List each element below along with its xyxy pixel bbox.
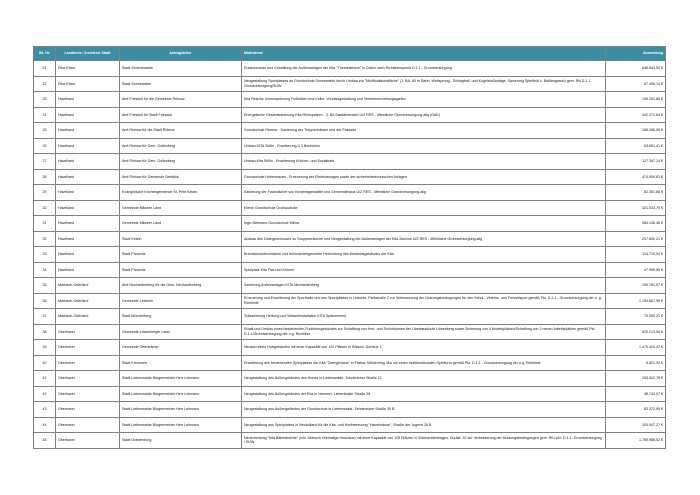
row-antragsteller: Stadt Premnitz bbox=[120, 262, 242, 278]
row-zuwendung: 103.947,27 € bbox=[606, 417, 666, 433]
header-kreis: Landkreis / kreisfreie Stadt bbox=[56, 47, 120, 61]
row-kreis: Märkisch-Oderland bbox=[56, 293, 120, 309]
row-kreis: Havelland bbox=[56, 169, 120, 185]
table-row bbox=[34, 200, 666, 216]
table-header bbox=[34, 47, 666, 61]
row-nr: 21 bbox=[34, 61, 56, 77]
row-kreis: Havelland bbox=[56, 231, 120, 247]
row-zuwendung: 47.999,99 € bbox=[606, 262, 666, 278]
table-row bbox=[34, 324, 666, 340]
header-antragsteller: Antragsteller bbox=[120, 47, 242, 61]
table-row bbox=[34, 417, 666, 433]
row-nr: 36 bbox=[34, 293, 56, 309]
row-antragsteller: Amt Friesack für Stadt Friesack bbox=[120, 107, 242, 123]
row-kreis: Oberhavel bbox=[56, 402, 120, 418]
row-massnahme: Neubau eines Hortgebäudes mit einer Kapazität von 120 Plätzen in Bötzow, Dorfaue 1 bbox=[242, 340, 606, 356]
row-nr: 43 bbox=[34, 402, 56, 418]
row-kreis: Märkisch-Oderland bbox=[56, 278, 120, 294]
row-nr: 41 bbox=[34, 371, 56, 387]
row-zuwendung: 321.533,79 € bbox=[606, 200, 666, 216]
row-antragsteller: Amt Rhinow für Gem. Gollenberg bbox=[120, 154, 242, 170]
row-zuwendung: 82.351,66 € bbox=[606, 185, 666, 201]
table-row bbox=[34, 247, 666, 263]
row-nr: 33 bbox=[34, 247, 56, 263]
row-antragsteller: Stadt Liebenwalde Bürgermeister Herr Lehmann bbox=[120, 371, 242, 387]
row-kreis: Oberhavel bbox=[56, 371, 120, 387]
row-antragsteller: Stadt Schönewalde bbox=[120, 61, 242, 77]
row-antragsteller: Gemeinde Oberkrämer bbox=[120, 340, 242, 356]
row-nr: 32 bbox=[34, 231, 56, 247]
table-row bbox=[34, 278, 666, 294]
row-massnahme: Neugestaltung des Außengeländes des Hortes in Liebenwalde, Zehdenicker Straße 21 bbox=[242, 371, 606, 387]
row-antragsteller: Stadt Sonnewalde bbox=[120, 76, 242, 92]
row-kreis: Havelland bbox=[56, 262, 120, 278]
row-antragsteller: Stadt Oranienburg bbox=[120, 433, 242, 449]
row-kreis: Oberhavel bbox=[56, 355, 120, 371]
row-zuwendung: 186.096,08 € bbox=[606, 123, 666, 139]
row-kreis: Havelland bbox=[56, 200, 120, 216]
row-massnahme: Kleine Grundschule Großwudicke bbox=[242, 200, 606, 216]
row-zuwendung: 153.522,76 € bbox=[606, 371, 666, 387]
row-zuwendung: 83.372,96 € bbox=[606, 402, 666, 418]
table-row bbox=[34, 231, 666, 247]
table-body bbox=[34, 61, 666, 449]
table-row bbox=[34, 61, 666, 77]
row-zuwendung: 1.194.667,95 € bbox=[606, 293, 666, 309]
row-antragsteller: Amt Friesack für die Gemeinde Retzow bbox=[120, 92, 242, 108]
row-antragsteller: Gemeinde Milower Land bbox=[120, 200, 242, 216]
row-kreis: Havelland bbox=[56, 138, 120, 154]
row-kreis: Havelland bbox=[56, 216, 120, 232]
row-massnahme: Grundschule Rhinow - Sanierung der Treppenhäuser und der Fassade bbox=[242, 123, 606, 139]
row-nr: 26 bbox=[34, 138, 56, 154]
row-zuwendung: 190.781,07 € bbox=[606, 278, 666, 294]
row-nr: 31 bbox=[34, 216, 56, 232]
row-nr: 27 bbox=[34, 154, 56, 170]
row-zuwendung: 474.954,81 € bbox=[606, 169, 666, 185]
row-nr: 30 bbox=[34, 200, 56, 216]
row-zuwendung: 87.406,14 € bbox=[606, 76, 666, 92]
row-nr: 28 bbox=[34, 169, 56, 185]
funding-table-sheet bbox=[33, 46, 665, 449]
row-antragsteller: Stadt Müncheberg bbox=[120, 309, 242, 325]
row-antragsteller: Amt Rhinow für die Stadt Rhinow bbox=[120, 123, 242, 139]
row-kreis: Märkisch-Oderland bbox=[56, 309, 120, 325]
table-row bbox=[34, 386, 666, 402]
row-massnahme: Energetische Gesamtsanierung Kita Rhinspatzen - 3. BA Sanitärbereich U/Z RES - öffentliche Grundversorgung-allg (GAK) bbox=[242, 107, 606, 123]
table-row bbox=[34, 154, 666, 170]
row-massnahme: Neugestaltung Sportplatzes an Grundschule Sonnewalde durch Umbau zur "Multifunktionsfläche" (1. BA- 60 m Bahn, Weitsprung-, Schlagball- und Kugelstoßanlage, Sanierung Spielfeld u. Ballfangzaun) gem. Rili D.1.1 - Grundversorgung/SUW bbox=[242, 76, 606, 92]
row-kreis: Havelland bbox=[56, 154, 120, 170]
row-antragsteller: Amt Rhinow für Gemeinde Seeblick bbox=[120, 169, 242, 185]
row-massnahme: Ersatzneubau und Gestaltung der Außenanlagen der Kita "Themeskirsze" in Dubro nach Richtlinienpunkt D.1.1 - Grundversorgung bbox=[242, 61, 606, 77]
row-zuwendung: 620.213,56 € bbox=[606, 324, 666, 340]
row-zuwendung: 342.371,64 € bbox=[606, 107, 666, 123]
row-kreis: Havelland bbox=[56, 247, 120, 263]
row-zuwendung: 207.840,21 € bbox=[606, 231, 666, 247]
row-massnahme: Spielplatz Kita Flax und Krümel bbox=[242, 262, 606, 278]
table-row bbox=[34, 340, 666, 356]
row-massnahme: Brandschutztechnische und behindertengerechte Herrichtung des Bestandsgebäudes der Kita bbox=[242, 247, 606, 263]
row-kreis: Elbe-Elster bbox=[56, 61, 120, 77]
row-zuwendung: 70.050,21 € bbox=[606, 309, 666, 325]
row-massnahme: Sanierung Außenanlagen KITA Neuhardenberg bbox=[242, 278, 606, 294]
row-zuwendung: 48.743,07 € bbox=[606, 386, 666, 402]
row-antragsteller: Gemeinde Milower Land bbox=[120, 216, 242, 232]
row-massnahme: Umbau KITA Stölln - Erweiterung U 3 Bereiches bbox=[242, 138, 606, 154]
row-nr: 38 bbox=[34, 324, 56, 340]
row-nr: 23 bbox=[34, 92, 56, 108]
row-massnahme: Teilsanierung Heizung und Wasserinstallation KITA Spatzennest bbox=[242, 309, 606, 325]
row-kreis: Oberhavel bbox=[56, 386, 120, 402]
row-massnahme: Neugestaltung des Spielplatzes in Neuholland für die Kita- und Hortbetreuung "Havelmäuse", Straße der Jugend 26 B bbox=[242, 417, 606, 433]
row-nr: 22 bbox=[34, 76, 56, 92]
row-massnahme: Neuerrichtung "Kita Bäkestrolche" (inkl. Abbruch ehemalige Heizhaus) mit einer Kapazität von 125 Plätzen in Schmachtenhagen, Dorfstr. 33 zur Verbesserung der Nutzungsbedingungen gem. RiLi-pkt. D.1.1- Grundversorgung / SUW bbox=[242, 433, 606, 449]
row-massnahme: Inge-Sielmann-Grundschule Milow bbox=[242, 216, 606, 232]
row-nr: 24 bbox=[34, 107, 56, 123]
row-massnahme: Ausbau des Dachgeschosses zu Gruppenräumen und Neugestaltung der Außenanlagen der Kita Zachow U/Z RES - öffentliche Grundversorgung-allg bbox=[242, 231, 606, 247]
row-antragsteller: Stadt Kremmen bbox=[120, 355, 242, 371]
row-kreis: Havelland bbox=[56, 107, 120, 123]
row-antragsteller: Stadt Premnitz bbox=[120, 247, 242, 263]
row-antragsteller: Amt Rhinow für Gem. Gollenberg bbox=[120, 138, 242, 154]
table-row bbox=[34, 169, 666, 185]
table-row bbox=[34, 92, 666, 108]
table-row bbox=[34, 262, 666, 278]
row-zuwendung: 5.821,32 € bbox=[606, 355, 666, 371]
row-massnahme: Erneuerung und Erweiterung der Sporthalle und des Sportplatzes in Letschin, Parkstraße 2 zur Verbesserung der Nutzungsbedingungen für den Schul-, Vereins- und Freizeitsport gemäß Pkt. D.1.1 - Grundversorgung der o. g. Richtlinie bbox=[242, 293, 606, 309]
row-massnahme: Kita Retzow: Innensanierung Fußböden und Keller, Vorplatzgestaltung und Verkehrserziehungsgarten bbox=[242, 92, 606, 108]
table-row bbox=[34, 107, 666, 123]
row-antragsteller: Stadt Liebenwalde Bürgermeister Herr Lehmann bbox=[120, 386, 242, 402]
row-massnahme: Neugestaltung des Außengeländes der Kita in Hammer, Liebenthaler Straße 28 bbox=[242, 386, 606, 402]
table-row bbox=[34, 76, 666, 92]
row-zuwendung: 646.843,50 € bbox=[606, 61, 666, 77]
row-zuwendung: 114.710,04 € bbox=[606, 247, 666, 263]
row-antragsteller: Stadt Liebenwalde Bürgermeister Herr Lehmann bbox=[120, 402, 242, 418]
table-row bbox=[34, 355, 666, 371]
row-nr: 44 bbox=[34, 417, 56, 433]
row-nr: 45 bbox=[34, 433, 56, 449]
row-kreis: Oberhavel bbox=[56, 417, 120, 433]
row-kreis: Elbe-Elster bbox=[56, 76, 120, 92]
row-zuwendung: 63.651,41 € bbox=[606, 138, 666, 154]
row-antragsteller: Amt Neuhardenberg für die Gem. Neuhardenberg bbox=[120, 278, 242, 294]
funding-table bbox=[33, 46, 666, 449]
row-zuwendung: 109.251,85 € bbox=[606, 92, 666, 108]
row-nr: 40 bbox=[34, 355, 56, 371]
table-row bbox=[34, 293, 666, 309]
row-massnahme: Sanierung der Flachdächer von Kindertagesstätte und Gemeindehaus U/Z RES - öffentliche Grundversorgung-allg bbox=[242, 185, 606, 201]
row-zuwendung: 1.769.988,02 € bbox=[606, 433, 666, 449]
row-massnahme: Grundschule Hohennauen - Erneuerung der Elektroanlagen sowie der sicherheitstechnischen Anlagen bbox=[242, 169, 606, 185]
row-nr: 34 bbox=[34, 262, 56, 278]
row-nr: 39 bbox=[34, 340, 56, 356]
row-antragsteller: Gemeinde Letschin bbox=[120, 293, 242, 309]
row-nr: 25 bbox=[34, 123, 56, 139]
row-zuwendung: 117.397,14 € bbox=[606, 154, 666, 170]
row-kreis: Oberhavel bbox=[56, 324, 120, 340]
table-row bbox=[34, 138, 666, 154]
row-massnahme: Neugestaltung des Außengeländes der Grundschule in Liebenwalde, Zehdenicker Straße 30 B bbox=[242, 402, 606, 418]
row-kreis: Oberhavel bbox=[56, 433, 120, 449]
header-nr: lfd. Nr. bbox=[34, 47, 56, 61]
table-row bbox=[34, 185, 666, 201]
row-massnahme: Umbau Kita Stölln - Erweiterung Küchen- und Sozialtrakt bbox=[242, 154, 606, 170]
row-massnahme: Erhalt und Umbau eines bestehenden Funktionsgebäudes zur Schaffung von Hort- und Schulräumen der Libertasschule Löwenberg sowie Sicherung von 4 Arbeitsplätzen/Schaffung von 3 neuen Arbeitsplätzen gemäß Pkt. D.1.1/Grundversorgung der o.g. Richtlinie bbox=[242, 324, 606, 340]
row-antragsteller: Stadt Ketzin bbox=[120, 231, 242, 247]
row-antragsteller: Stadt Liebenwalde Bürgermeister Herr Lehmann bbox=[120, 417, 242, 433]
row-massnahme: Erweiterung des bestehenden Spielplatzes der Kita "Zwergenland" in Flatow, Mühlenring 36a um einen multifunktionalen Spielturm gemäß Pkt. D.1.1 - Grundversorgung der o.g. Richtlinie bbox=[242, 355, 606, 371]
row-kreis: Havelland bbox=[56, 185, 120, 201]
header-massnahme: Maßnahme bbox=[242, 47, 606, 61]
table-row bbox=[34, 371, 666, 387]
table-row bbox=[34, 123, 666, 139]
table-row bbox=[34, 402, 666, 418]
table-row bbox=[34, 216, 666, 232]
header-zuwendung: Zuwendung bbox=[606, 47, 666, 61]
row-nr: 37 bbox=[34, 309, 56, 325]
table-row bbox=[34, 433, 666, 449]
row-antragsteller: Evangelische Kirchengemeinde St. Petri Ketzin bbox=[120, 185, 242, 201]
row-nr: 35 bbox=[34, 278, 56, 294]
row-nr: 42 bbox=[34, 386, 56, 402]
row-nr: 29 bbox=[34, 185, 56, 201]
row-kreis: Havelland bbox=[56, 92, 120, 108]
row-antragsteller: Gemeinde Löwenberger Land bbox=[120, 324, 242, 340]
row-zuwendung: 1.475.424,47 € bbox=[606, 340, 666, 356]
row-kreis: Oberhavel bbox=[56, 340, 120, 356]
row-kreis: Havelland bbox=[56, 123, 120, 139]
table-row bbox=[34, 309, 666, 325]
row-zuwendung: 384.146,36 € bbox=[606, 216, 666, 232]
